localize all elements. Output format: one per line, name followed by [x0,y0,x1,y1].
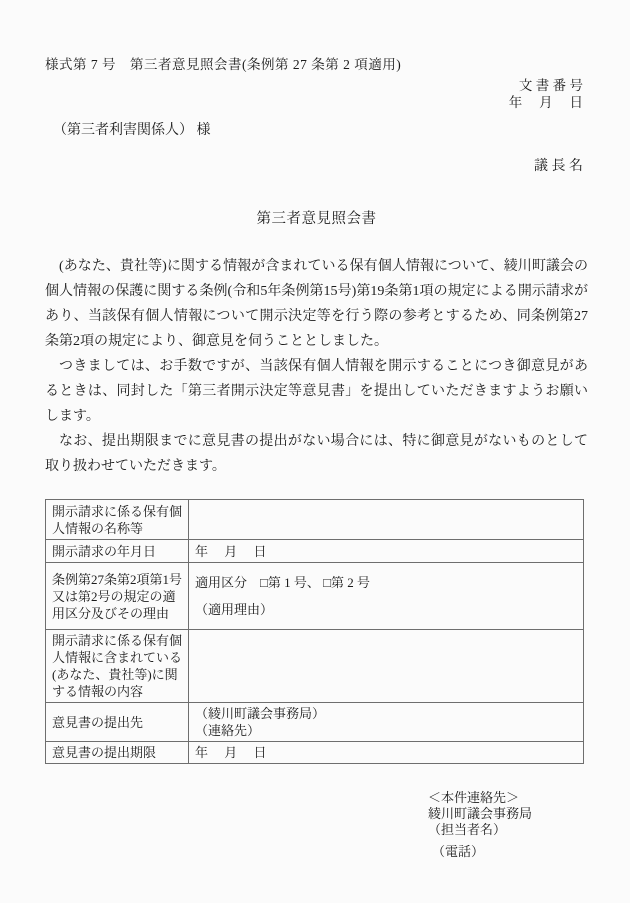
row-label: 条例第27条第2項第1号又は第2号の規定の適用区分及びその理由 [46,563,189,630]
document-number-label: 文 書 番 号 [518,78,583,93]
contact-office: 綾川町議会事務局 [428,806,533,821]
date-line: 年 月 日 [508,95,583,110]
row-label: 開示請求に係る保有個人情報の名称等 [46,500,189,540]
row-value: 年 月 日 [189,540,584,563]
apply-category-prefix: 適用区分 [195,575,261,590]
row-value [189,563,584,630]
contact-heading: ＜本件連絡先＞ [428,790,520,805]
submit-to-contact: （連絡先） [195,723,261,738]
submit-to-office: （綾川町議会事務局） [195,706,326,721]
sender-name-line: 議 長 名 [534,159,583,174]
table-row [46,540,584,563]
addressee-line: （第三者利害関係人） 様 [53,123,211,138]
info-table [45,499,584,764]
table-row [46,703,584,742]
apply-option-1: 第 1 号、 [267,575,324,590]
apply-category-line [195,574,578,591]
row-value [189,703,584,742]
row-label: 意見書の提出先 [46,703,189,742]
table-row [46,630,584,703]
row-value [189,500,584,540]
checkbox-icon: □ [260,575,268,590]
row-value [189,630,584,703]
table-row [46,500,584,540]
apply-option-2: 第 2 号 [331,575,371,590]
row-value: 年 月 日 [189,742,584,764]
row-label: 開示請求に係る保有個人情報に含まれている(あなた、貴社等)に関する情報の内容 [46,630,189,703]
contact-person: （担当者名） [428,822,507,837]
form-number-line: 様式第 7 号 第三者意見照会書(条例第 27 条第 2 項適用) [45,57,402,72]
checkbox-icon: □ [323,575,331,590]
contact-phone: （電話） [432,844,485,859]
paragraph: (あなた、貴社等)に関する情報が含まれている保有個人情報について、綾川町議会の個人情報の保護に関する条例(令和5年条例第15号)第19条第1項の規定による開示請求があり、当該保有個人情報について開示決定等を行う際の参考とするため、同条例第27条第2項の規定により、御意見を伺うこととしました。 [45,259,588,349]
paragraph: なお、提出期限までに意見書の提出がない場合には、特に御意見がないものとして取り扱わせていただきます。 [45,434,588,474]
apply-reason-label: （適用理由） [195,602,274,617]
row-label: 開示請求の年月日 [46,540,189,563]
document-number-block [45,77,583,111]
table-row [46,563,584,630]
body-text [45,254,588,479]
paragraph: つきましては、お手数ですが、当該保有個人情報を開示することにつき御意見があるときは、同封した「第三者開示決定等意見書」を提出していただきますようお願いします。 [45,359,588,424]
contact-block [428,790,588,860]
row-label: 意見書の提出期限 [46,742,189,764]
table-row [46,742,584,764]
document-title: 第三者意見照会書 [256,211,377,227]
